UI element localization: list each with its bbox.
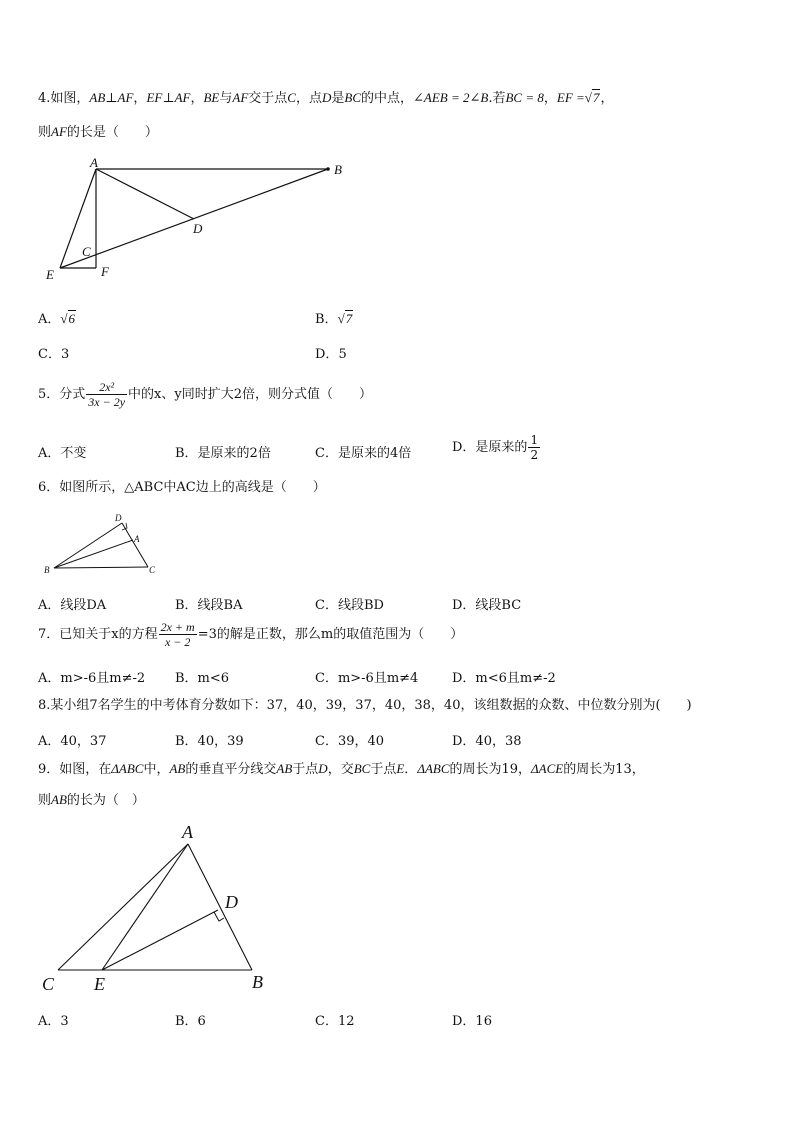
q6-option-a[interactable]: A．线段DA: [38, 598, 107, 613]
label-b: B: [44, 565, 50, 575]
q5-option-c[interactable]: C．是原来的4倍: [315, 446, 412, 461]
label-f: F: [101, 264, 109, 279]
right-angle-mark: [214, 912, 224, 921]
label-d: D: [225, 892, 238, 912]
label-d: D: [193, 221, 203, 236]
q6-stem: 6．如图所示，△ABC中AC边上的高线是（ ）: [38, 480, 326, 495]
label-e: E: [94, 974, 105, 994]
label-d: D: [115, 513, 122, 523]
segment-ae: [102, 844, 188, 970]
sqrt-symbol: √7: [337, 311, 353, 326]
q5-option-d-fraction: $\frac{1}{2}$: [530, 433, 539, 462]
q8-option-c[interactable]: C．39，40: [315, 734, 385, 749]
q7-fraction: $\frac{2x + m}{x - 2}$: [160, 620, 195, 649]
label-c: C: [149, 565, 156, 575]
q4-stem-line2: 则AF的长是（ ）: [38, 124, 158, 140]
label-e: E: [46, 267, 54, 282]
q4-option-c[interactable]: C．3: [38, 347, 70, 362]
segment-ad: [96, 169, 194, 219]
q4-option-b[interactable]: B．√7: [315, 311, 353, 327]
q8-option-d[interactable]: D．40，38: [452, 734, 522, 749]
q8-stem: 8.某小组7名学生的中考体育分数如下：37，40，39，37，40，38，40，该组数据的众数、中位数分别为( ): [38, 698, 692, 713]
segment-ac: [58, 844, 188, 970]
q9-stem-line2: 则AB的长为（ ）: [38, 792, 145, 808]
q7-option-a[interactable]: A．m>-6且m≠-2: [38, 671, 146, 686]
label-a: A: [182, 822, 193, 842]
q7-option-c[interactable]: C．m>-6且m≠4: [315, 671, 419, 686]
q4-diagram: [38, 155, 358, 285]
segment-ed: [102, 910, 218, 970]
label-c: C: [82, 244, 91, 259]
q6-option-b[interactable]: B．线段BA: [175, 598, 243, 613]
q8-option-a[interactable]: A．40，37: [38, 734, 107, 749]
q4-option-a[interactable]: A．√6: [38, 311, 76, 327]
label-a: A: [90, 155, 98, 170]
segment-dc: [122, 523, 148, 567]
label-b: B: [334, 162, 342, 177]
q9-option-b[interactable]: B．6: [175, 1014, 206, 1029]
q8-option-b[interactable]: B．40，39: [175, 734, 244, 749]
q6-option-c[interactable]: C．线段BD: [315, 598, 384, 613]
label-c: C: [42, 974, 55, 994]
q9-stem-line1: 9．如图，在ΔABC中，AB的垂直平分线交AB于点D，交BC于点E．ΔABC的周长为19，ΔACE的周长为13，: [38, 761, 645, 777]
q6-option-d[interactable]: D．线段BC: [452, 598, 522, 613]
label-b: B: [252, 972, 263, 992]
sqrt-symbol: √7: [584, 90, 600, 105]
q5-fraction: $\frac{\text{2x²}}{3x - 2y}$: [88, 380, 126, 409]
segment-ab: [188, 844, 252, 970]
q7-option-b[interactable]: B．m<6: [175, 671, 230, 686]
q9-option-c[interactable]: C．12: [315, 1014, 355, 1029]
label-a: A: [134, 534, 140, 544]
q6-diagram: [38, 510, 168, 580]
q9-diagram: [38, 820, 278, 1000]
segment-ba: [54, 540, 133, 568]
q4-stem-line1: 4.如图，AB⊥AF，EF⊥AF，BE与AF交于点C，点D是BC的中点，∠AEB = 2∠B.若BC = 8，EF =√7，: [38, 90, 614, 106]
q5-option-a[interactable]: A．不变: [38, 446, 87, 461]
sqrt-symbol: √6: [60, 311, 76, 326]
q9-option-a[interactable]: A．3: [38, 1014, 69, 1029]
point-b: [326, 167, 330, 171]
q5-option-d[interactable]: D．是原来的 $\frac{1}{2}$: [452, 433, 539, 462]
q4-option-d[interactable]: D．5: [315, 347, 347, 362]
q7-option-d[interactable]: D．m<6且m≠-2: [452, 671, 556, 686]
q9-option-d[interactable]: D．16: [452, 1014, 492, 1029]
q7-stem: 7．已知关于x的方程 $\frac{2x + m}{x - 2}$ =3的解是正数，那么m的取值范围为（ ）: [38, 620, 464, 649]
segment-bd: [54, 523, 122, 568]
q5-stem: 5．分式 $\frac{\text{2x²}}{3x - 2y}$ 中的x、y同时扩大2倍，则分式值（ ）: [38, 380, 372, 409]
segment-bc: [54, 567, 148, 568]
q5-option-b[interactable]: B．是原来的2倍: [175, 446, 271, 461]
